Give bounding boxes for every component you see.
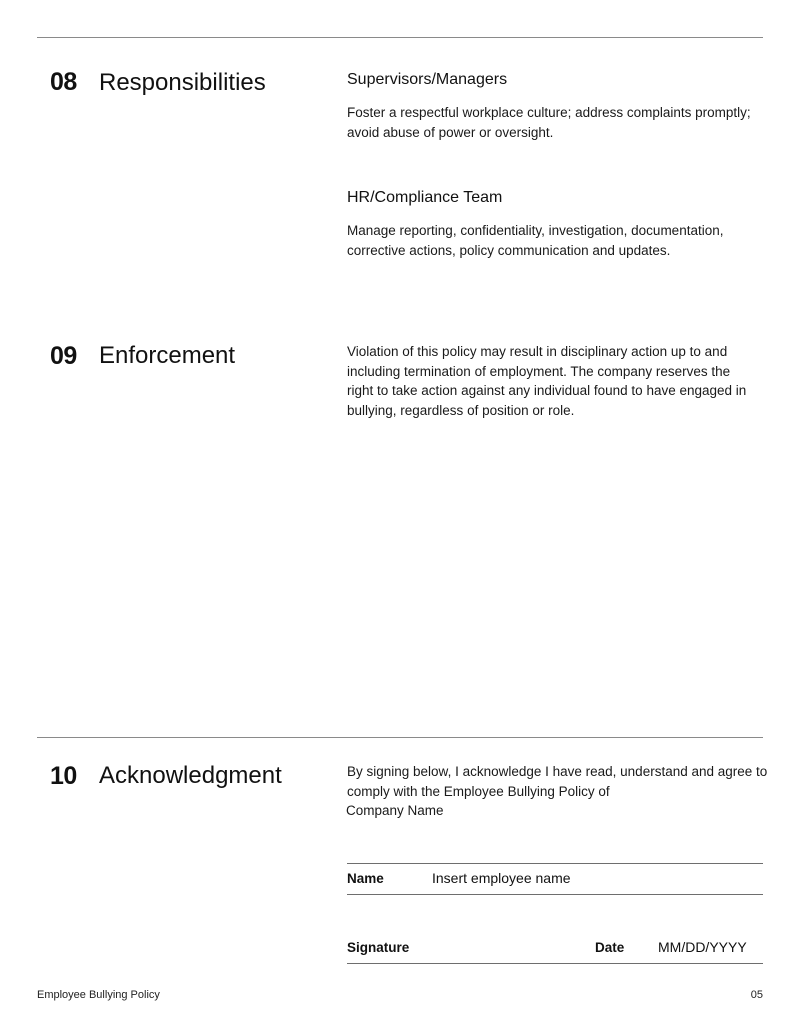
date-label: Date [595, 940, 625, 955]
name-label: Name [347, 871, 384, 886]
section-text: Violation of this policy may result in disciplinary action up to and including termination of employment. The company reserves the right to take action against any individual found to have engaged in bullying, regardless of position or role. [347, 344, 747, 418]
footer-page-number: 05 [750, 989, 763, 1001]
top-divider [37, 37, 763, 38]
section-number: 10 [50, 762, 77, 790]
acknowledgment-text: By signing below, I acknowledge I have read, understand and agree to comply with the Employee Bullying Policy of [347, 764, 768, 799]
signature-label: Signature [347, 940, 410, 955]
name-field-bottom-line [347, 894, 763, 895]
date-field[interactable]: MM/DD/YYYY [658, 939, 747, 955]
name-field-top-line [347, 863, 763, 864]
company-name: Company Name [346, 803, 444, 818]
section-title: Acknowledgment [99, 762, 282, 789]
section-number: 08 [50, 68, 77, 96]
signature-line [347, 963, 763, 964]
subsection-text: Manage reporting, confidentiality, investigation, documentation, corrective actions, policy communication and updates. [347, 223, 724, 258]
signature-field[interactable] [420, 932, 580, 962]
name-field[interactable]: Insert employee name [432, 870, 571, 886]
footer-document-title: Employee Bullying Policy [37, 989, 160, 1001]
subsection-heading: HR/Compliance Team [347, 189, 503, 206]
section-divider [37, 737, 763, 738]
section-title: Responsibilities [99, 69, 266, 96]
subsection-heading: Supervisors/Managers [347, 71, 508, 88]
section-title: Enforcement [99, 342, 236, 369]
section-number: 09 [50, 342, 77, 370]
subsection-text: Foster a respectful workplace culture; address complaints promptly; avoid abuse of power or oversight. [347, 105, 751, 140]
